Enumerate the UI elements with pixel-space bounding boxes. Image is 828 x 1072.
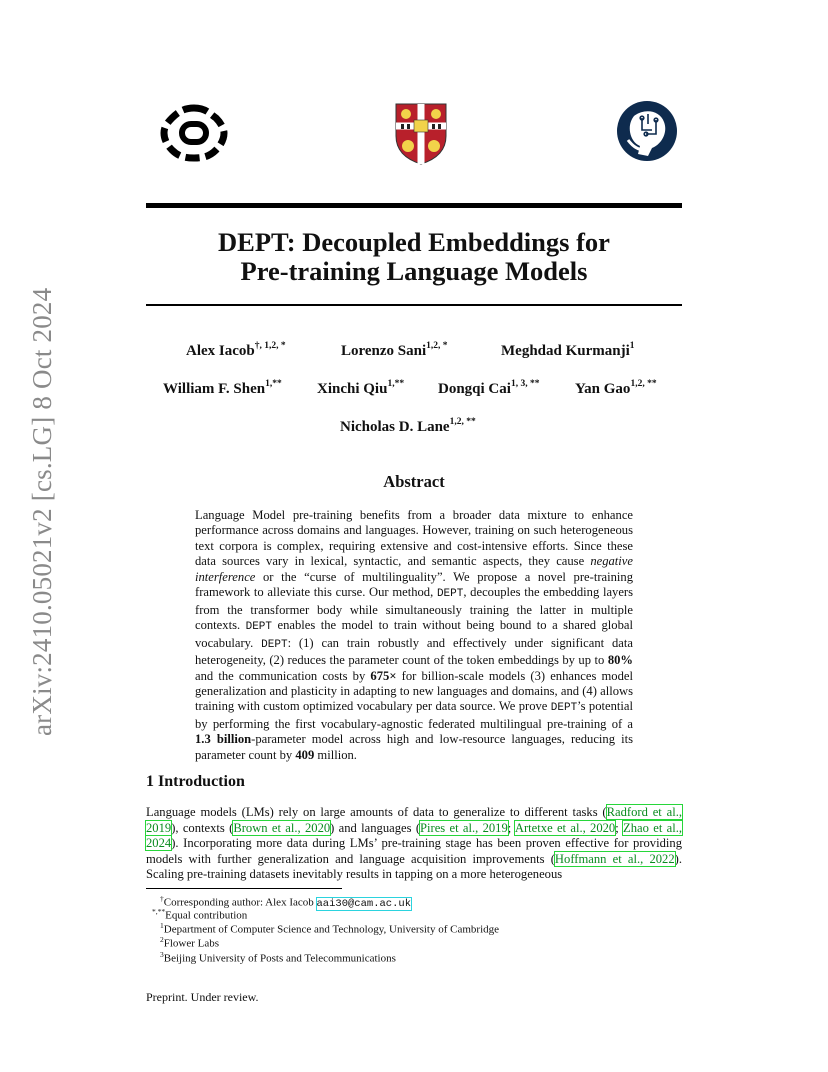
title-top-rule [146,203,682,208]
citation-pires-2019[interactable]: Pires et al., 2019 [420,820,508,835]
footnote-affiliation-1: $^1$Department of Computer Science and Technology, University of Cambridge [160,921,500,936]
author-dongqi-cai: Dongqi Cai$^{1, 3, **}$ [438,379,540,397]
footnote-affiliation-2: $^2$Flower Labs [160,935,220,950]
citation-zhao-2024[interactable]: Zhao et al., 2024 [146,820,683,850]
author-nicholas-lane: Nicholas D. Lane$^{1,2, **}$ [340,417,476,435]
flower-logo [158,100,230,166]
title-line-1: DEPT: Decoupled Embeddings for [218,227,610,257]
citation-brown-2020[interactable]: Brown et al., 2020 [233,820,331,835]
bupt-logo [614,100,680,162]
author-william-shen: William F. Shen$^{1,**}$ [163,379,282,397]
cambridge-crest [394,102,448,166]
email-link[interactable]: aai30@cam.ac.uk [316,897,412,910]
arxiv-side-stamp: arXiv:2410.05021v2 [cs.LG] 8 Oct 2024 [27,287,57,736]
footnote-rule [146,888,342,889]
citation-artetxe-2020[interactable]: Artetxe et al., 2020 [514,820,616,835]
introduction-body: Language models (LMs) rely on large amounts of data to generalize to different tasks (Radford et al., 2019), contexts (Brown et al., 2020) and languages (Pires et al., 2019; Artetxe et al., 2020; Zhao et al., 2024). Incorporating more data during LMs’ pre-training stage has been proven effective for providing models with further generalization and language acquisition improvements (Hoffmann et al., 2022). Scaling pre-training datasets inevitably results in tapping on a more heterogeneous [146,805,683,881]
author-xinchi-qiu: Xinchi Qiu$^{1,**}$ [317,379,405,397]
footnote-corresponding-author: †Corresponding author: Alex Iacob aai30@cam.ac.uk [160,894,412,910]
section-heading-introduction: 1 Introduction [146,773,245,790]
citation-hoffmann-2022[interactable]: Hoffmann et al., 2022 [554,851,675,866]
preprint-note: Preprint. Under review. [146,990,259,1004]
author-alex-iacob: Alex Iacob$^{\dagger, 1,2, *}$ [186,341,286,359]
title-line-2: Pre-training Language Models [240,256,588,286]
footnote-affiliation-3: $^3$Beijing University of Posts and Telecommunications [160,950,396,965]
footnote-equal-contribution: *,**Equal contribution [152,907,248,922]
paper-title [146,228,682,286]
abstract-heading: Abstract [383,472,445,491]
abstract-body: Language Model pre-training benefits from a broader data mixture to enhance performance across domains and languages. However, training on such heterogeneous text corpora is complex, requiring extensive and cost-intensive efforts. Since these data sources vary in lexical, syntactic, and semantic aspects, they cause negative interference or the “curse of multilinguality”. We propose a novel pre-training framework to alleviate this curse. Our method, DEPT, decouples the embedding layers from the transformer body while simultaneously training the latter in multiple contexts. DEPT enables the model to train without being bound to a shared global vocabulary. DEPT: (1) can train robustly and effectively under significant data heterogeneity, (2) reduces the parameter count of the token embeddings by up to 80% and the communication costs by 675× for billion-scale models (3) enhances model generalization and plasticity in adapting to new languages and domains, and (4) allows training with custom optimized vocabulary per data source. We prove DEPT’s potential by performing the first vocabulary-agnostic federated multilingual pre-training of a 1.3 billion-parameter model across high and low-resource languages, reducing its parameter count by 409 million. [195,508,634,762]
citation-radford-2019[interactable]: Radford et al., 2019 [146,805,683,835]
author-yan-gao: Yan Gao$^{1,2, **}$ [575,379,657,397]
author-lorenzo-sani: Lorenzo Sani$^{1,2, *}$ [341,341,448,359]
title-bottom-rule [146,304,682,306]
author-meghdad-kurmanji: Meghdad Kurmanji$^1$ [501,341,635,359]
